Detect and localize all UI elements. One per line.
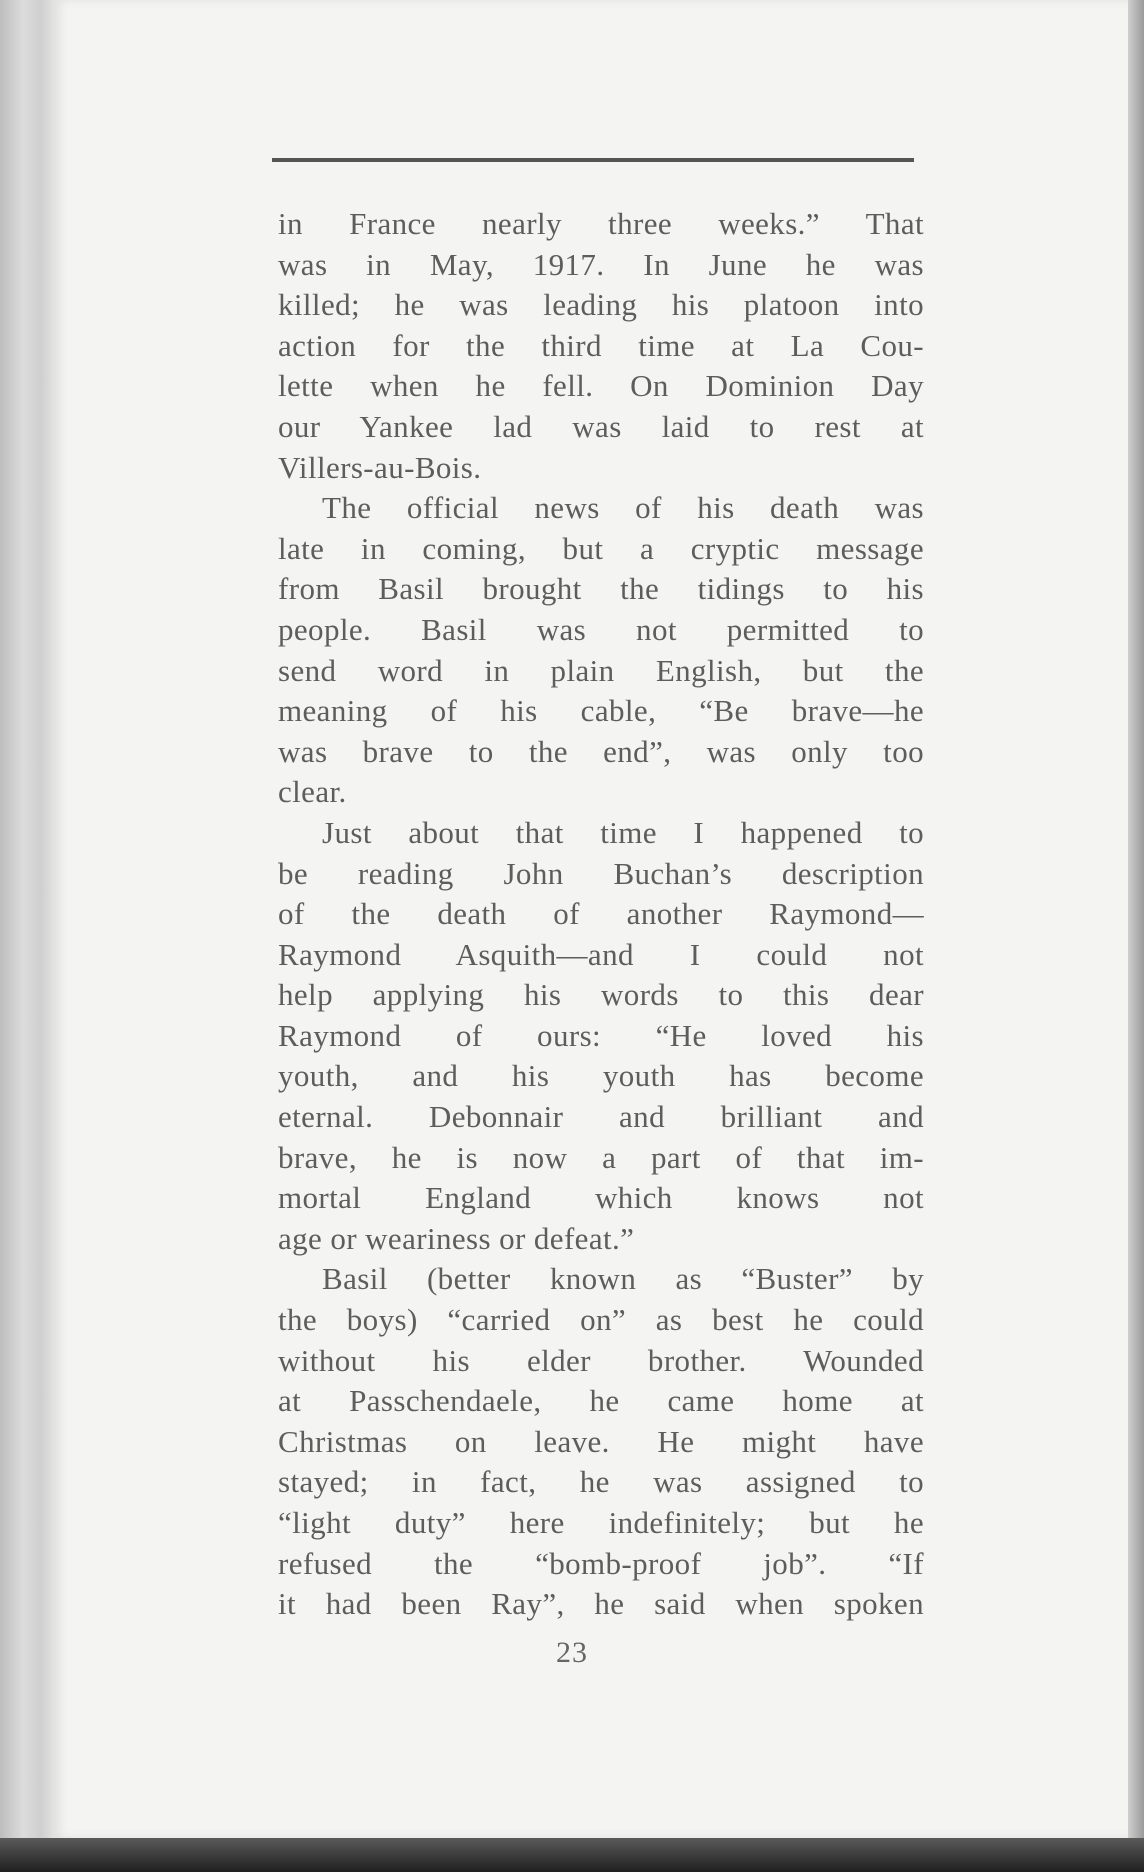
text-line: from Basil brought the tidings to his	[278, 571, 924, 607]
text-line: refused the “bomb-proof job”. “If	[278, 1545, 924, 1581]
text-line: Villers-au-Bois.	[278, 449, 482, 485]
text-line: late in coming, but a cryptic message	[278, 530, 924, 566]
text-line: Raymond Asquith—and I could not	[278, 936, 924, 972]
text-line: eternal. Debonnair and brilliant and	[278, 1099, 924, 1135]
text-line: send word in plain English, but the	[278, 652, 924, 688]
text-line: Raymond of ours: “He loved his	[278, 1017, 924, 1053]
text-line: help applying his words to this dear	[278, 977, 924, 1013]
text-line: “light duty” here indefinitely; but he	[278, 1505, 924, 1540]
text-line: Just about that time I happened to	[322, 814, 924, 850]
text-line: Basil (better known as “Buster” by	[322, 1261, 924, 1297]
text-line: mortal England which knows not	[278, 1180, 924, 1216]
text-line: be reading John Buchan’s description	[278, 855, 924, 891]
text-line: clear.	[278, 774, 347, 810]
text-line: action for the third time at La Cou-	[278, 327, 924, 363]
text-line: age or weariness or defeat.”	[278, 1220, 635, 1256]
scan-bottom-edge	[0, 1838, 1144, 1872]
text-line: of the death of another Raymond—	[278, 896, 924, 932]
text-line: Christmas on leave. He might have	[278, 1423, 924, 1459]
body-text	[278, 204, 924, 1625]
text-line: The official news of his death was	[322, 490, 924, 526]
scan-right-edge	[1128, 0, 1144, 1872]
text-line: youth, and his youth has become	[278, 1058, 924, 1094]
text-line: meaning of his cable, “Be brave—he	[278, 693, 924, 729]
text-line: our Yankee lad was laid to rest at	[278, 408, 924, 444]
text-line: killed; he was leading his platoon into	[278, 287, 924, 323]
text-line: without his elder brother. Wounded	[278, 1342, 924, 1378]
text-line: the boys) “carried on” as best he could	[278, 1302, 924, 1338]
header-rule	[272, 158, 914, 162]
text-line: lette when he fell. On Dominion Day	[278, 368, 924, 404]
text-line: was brave to the end”, was only too	[278, 733, 924, 769]
text-line: stayed; in fact, he was assigned to	[278, 1464, 924, 1500]
page-number: 23	[556, 1636, 588, 1669]
text-line: it had been Ray”, he said when spoken	[278, 1586, 924, 1622]
scan-left-edge	[0, 0, 58, 1872]
text-line: was in May, 1917. In June he was	[278, 246, 924, 282]
text-line: brave, he is now a part of that im-	[278, 1139, 924, 1175]
text-line: people. Basil was not permitted to	[278, 611, 924, 647]
text-line: in France nearly three weeks.” That	[278, 206, 924, 241]
text-line: at Passchendaele, he came home at	[278, 1383, 924, 1419]
